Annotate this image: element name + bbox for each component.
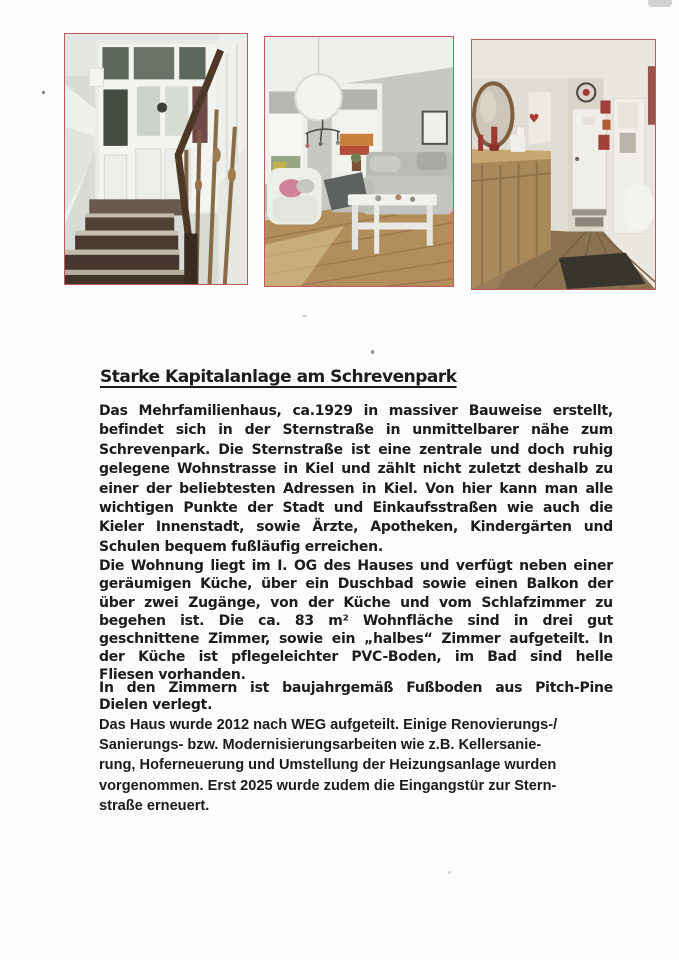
text-line: Das Haus wurde 2012 nach WEG aufgeteilt. Einige Renovierungs-/ (99, 716, 558, 733)
text-line: Dielen verlegt. (99, 697, 213, 714)
text-line: der Küche ist pflegeleichter PVC-Boden, im Bad sind helle (99, 649, 613, 666)
text-line: Schrevenpark. Die Sternstraße ist eine zentrale und doch ruhig (99, 441, 613, 458)
text-line: straße erneuert. (99, 798, 210, 815)
text-line: wichtigen Punkte der Stadt und Einkaufsstraßen wie auch die (99, 500, 613, 517)
paragraph-flooring (99, 680, 613, 715)
text-line: vorgenommen. Erst 2025 wurde zudem die Eingangstür zur Stern- (99, 777, 557, 794)
text-line: über zwei Zugänge, von der Küche und vom Schlafzimmer zu (99, 594, 613, 611)
coffee-machine (510, 135, 525, 152)
photo-staircase (64, 33, 248, 285)
armchair (267, 168, 322, 224)
text-line: In den Zimmern ist baujahrgemäß Fußboden aus Pitch-Pine (99, 679, 613, 696)
wall-picture (423, 112, 447, 144)
heart-decoration: ♥ (528, 111, 540, 126)
photo-living-room (264, 36, 454, 287)
scan-artifact (648, 0, 672, 7)
scan-artifact (302, 315, 307, 317)
text-line: Sanierungs- bzw. Modernisierungsarbeiten wie z.B. Kellersanie- (99, 737, 542, 754)
staircase-photo-graphic (65, 34, 247, 284)
text-line: Kieler Innenstadt, sowie Ärzte, Apotheken, Kindergärten und (99, 519, 613, 536)
paragraph-apartment (99, 557, 613, 684)
scan-artifact (42, 91, 45, 94)
scan-artifact (371, 350, 374, 354)
text-line: einer der beliebtesten Adressen in Kiel. Von hier kann man alle (99, 480, 613, 497)
text-line: geräumigen Küche, über ein Duschbad sowie einen Balkon der (99, 576, 613, 593)
text-line: geschnittene Zimmer, sowie ein „halbes“ Zimmer aufgeteilt. In (99, 631, 613, 648)
end-door (572, 109, 606, 227)
living-room-photo-graphic (265, 37, 453, 286)
text-line: Fliesen vorhanden. (99, 667, 246, 684)
paragraph-renovations (99, 715, 613, 816)
text-line: Das Mehrfamilienhaus, ca.1929 in massiver Bauweise erstellt, (99, 403, 613, 419)
hallway-photo-graphic (472, 40, 655, 289)
description-text (99, 402, 613, 816)
text-line: Schulen bequem fußläufig erreichen. (99, 538, 383, 555)
text-line: befindet sich in der Sternstraße in unmittelbarer nähe zum (99, 422, 613, 439)
text-line: Die Wohnung liegt im I. OG des Hauses und verfügt neben einer (99, 558, 613, 575)
photo-hallway (471, 39, 656, 290)
text-line: begehen ist. Die ca. 83 m² Wohnfläche sind in drei gut (99, 612, 613, 629)
text-line: rung, Hoferneuerung und Umstellung der Heizungsanlage wurden (99, 757, 557, 774)
page-title: Starke Kapitalanlage am Schrevenpark (100, 367, 457, 388)
paragraph-location (99, 402, 613, 557)
scan-artifact (448, 871, 451, 874)
text-line: gelegene Wohnstrasse in Kiel und zählt nicht zuletzt deshalb zu (99, 461, 613, 478)
